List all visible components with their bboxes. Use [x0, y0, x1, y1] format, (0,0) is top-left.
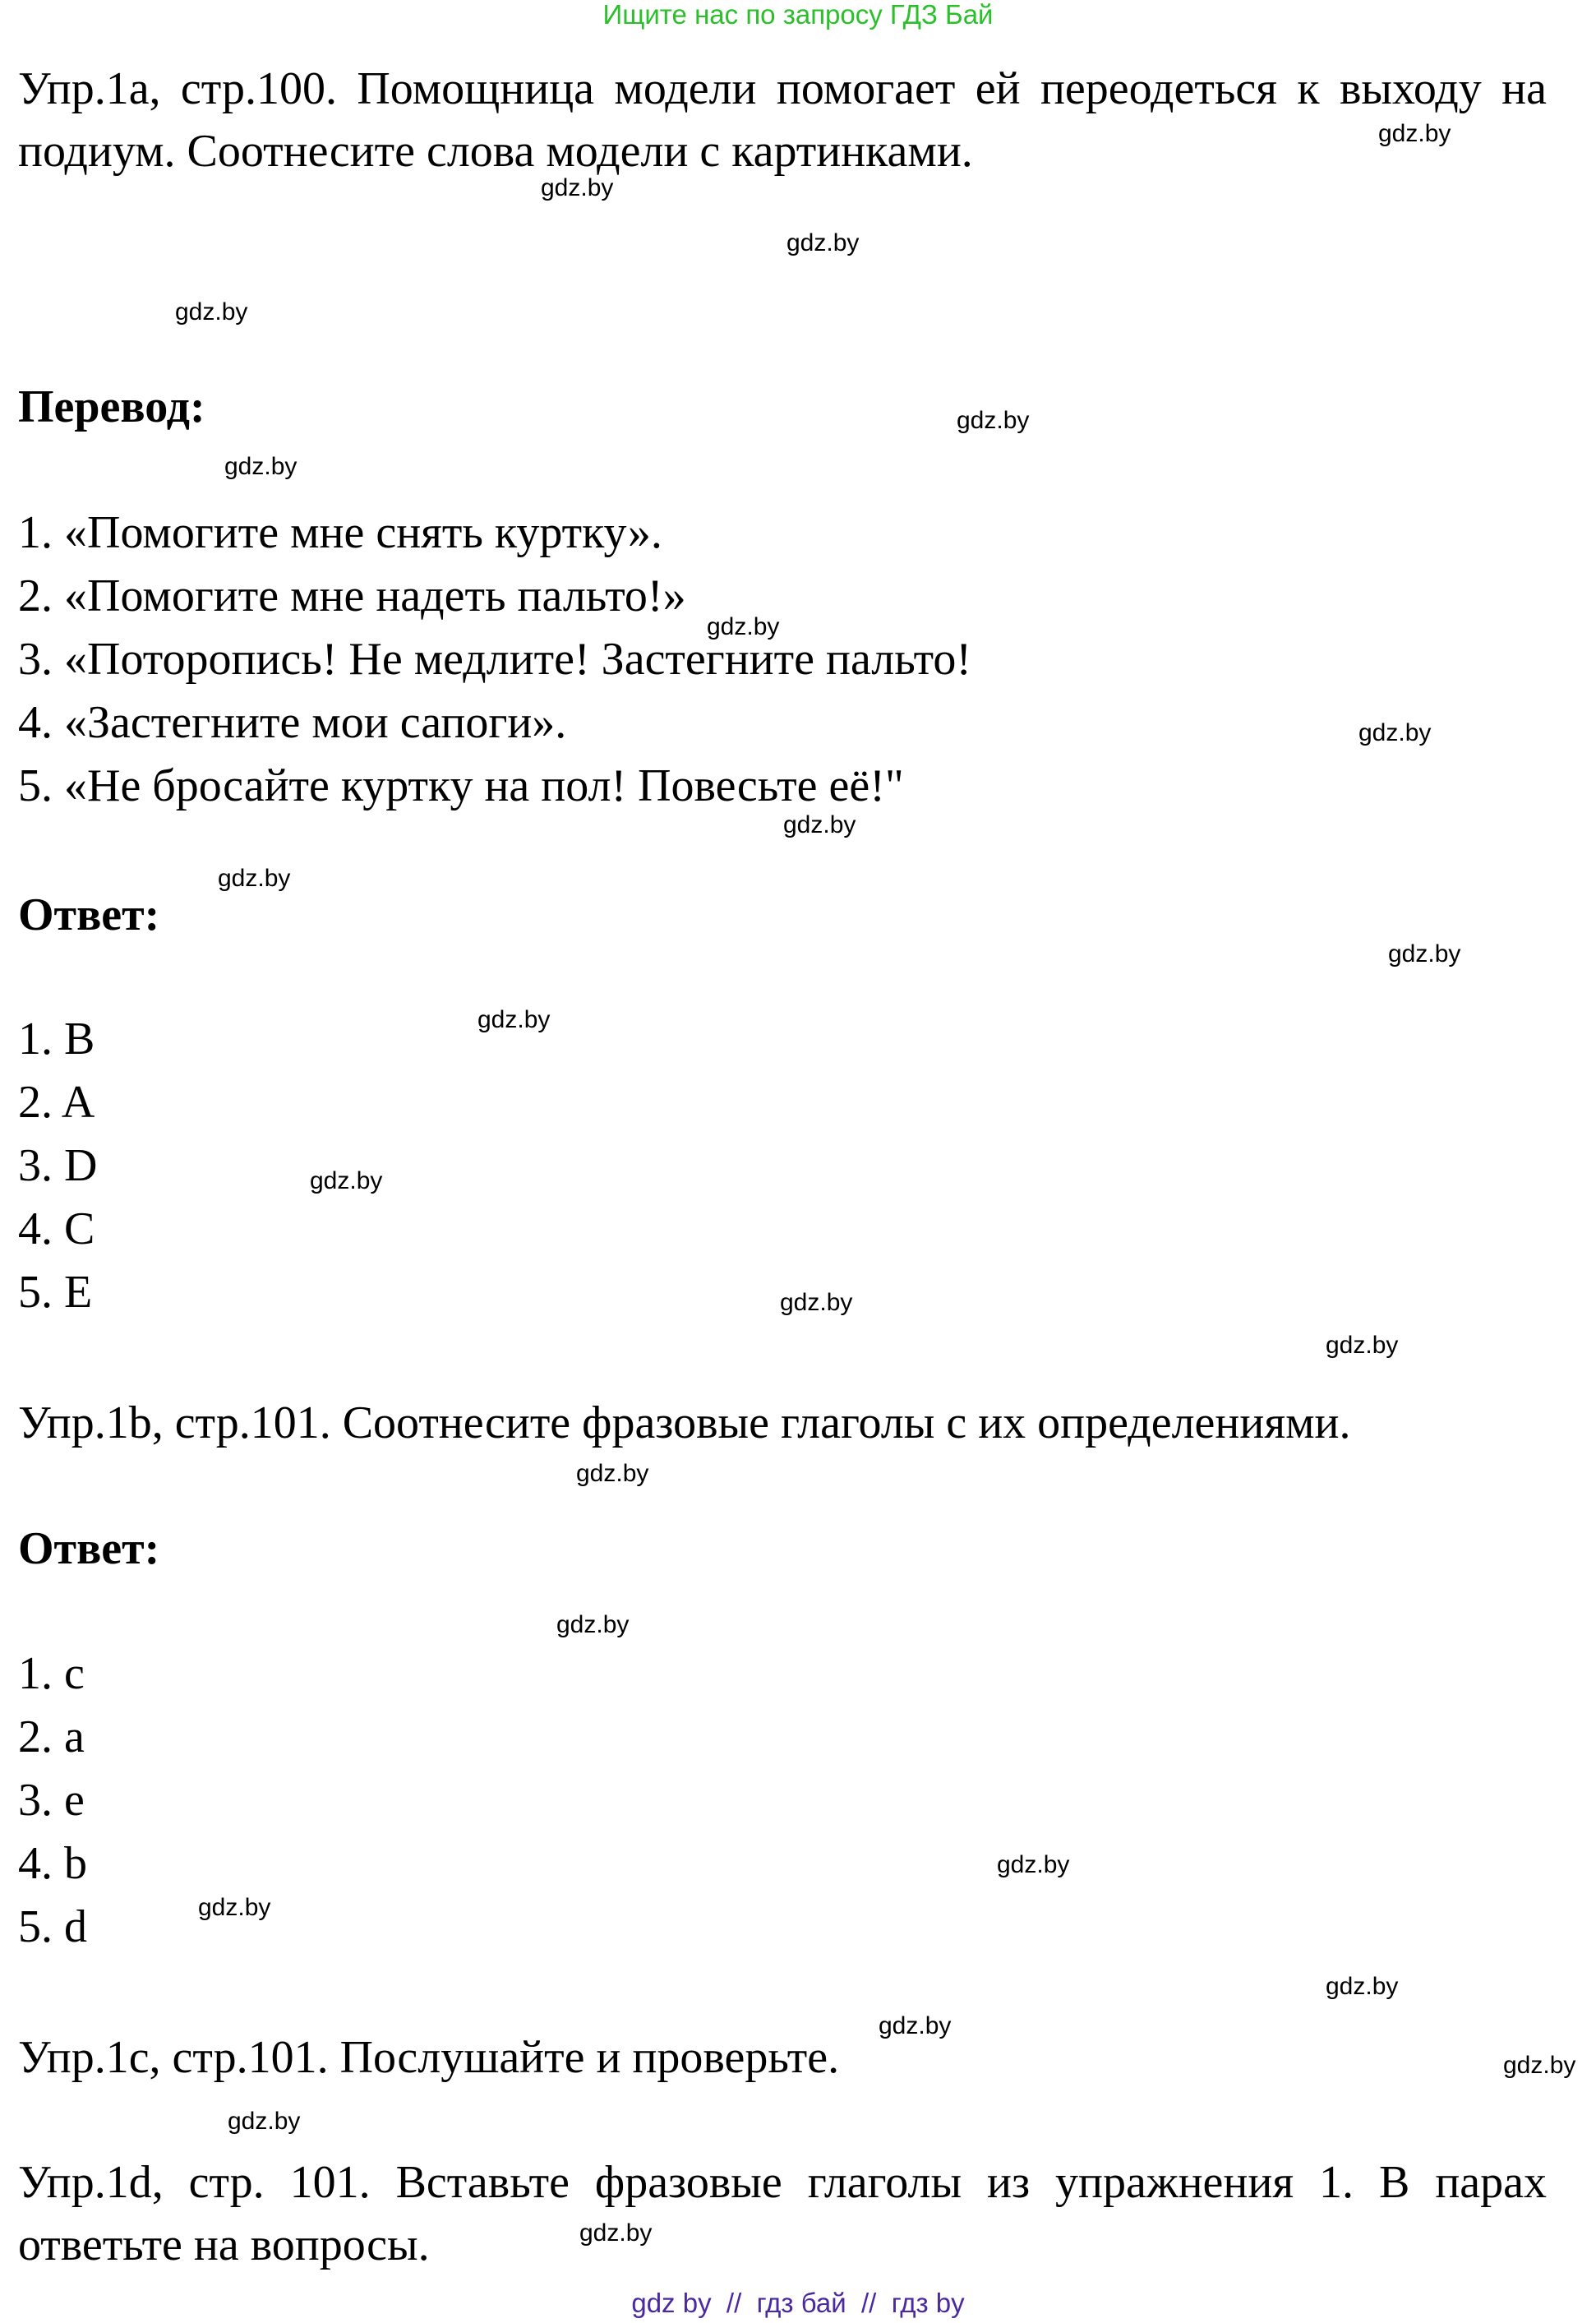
ex1a-answer-5: 5. E	[18, 1267, 93, 1318]
ex1a-title-line1: Упр.1a, стр.100. Помощница модели помогает ей переодеться к выходу на	[18, 63, 1547, 114]
footer-separator: //	[726, 2288, 742, 2318]
ex1b-answer-4: 4. b	[18, 1838, 87, 1889]
ex1a-answer-3: 3. D	[18, 1140, 98, 1191]
footer-links	[0, 2288, 1596, 2319]
ex1a-translation-item-3: 3. «Поторопись! Не медлите! Застегните пальто!	[18, 634, 972, 685]
ex1b-answer-2: 2. a	[18, 1711, 85, 1762]
ex1a-translation-item-1: 1. «Помогите мне снять куртку».	[18, 507, 662, 558]
footer-link-gdz-by[interactable]: gdz by	[631, 2288, 712, 2318]
ex1b-title: Упр.1b, стр.101. Соотнесите фразовые глаголы с их определениями.	[18, 1397, 1351, 1448]
watermark: gdz.by	[879, 2012, 952, 2039]
watermark: gdz.by	[786, 229, 860, 256]
watermark: gdz.by	[1326, 1973, 1399, 2000]
footer-separator: //	[861, 2288, 877, 2318]
watermark: gdz.by	[997, 1851, 1070, 1878]
ex1b-answer-1: 1. c	[18, 1648, 85, 1699]
ex1d-title-line1: Упр.1d, стр. 101. Вставьте фразовые глаголы из упражнения 1. В парах	[18, 2157, 1547, 2208]
watermark: gdz.by	[224, 453, 298, 480]
ex1a-translation-heading: Перевод:	[18, 381, 205, 432]
watermark: gdz.by	[218, 865, 291, 892]
watermark: gdz.by	[576, 1460, 649, 1487]
ex1b-answer-heading: Ответ:	[18, 1523, 160, 1574]
watermark: gdz.by	[707, 613, 780, 640]
ex1a-answer-1: 1. B	[18, 1014, 95, 1065]
watermark: gdz.by	[783, 811, 856, 838]
header-banner[interactable]: Ищите нас по запросу ГДЗ Бай	[602, 0, 994, 30]
watermark: gdz.by	[1358, 719, 1432, 746]
ex1a-title-line2: подиум. Соотнесите слова модели с картинками.	[18, 126, 973, 177]
footer-link-gdz-bai[interactable]: гдз бай	[756, 2288, 846, 2318]
watermark: gdz.by	[175, 298, 248, 326]
watermark: gdz.by	[1326, 1332, 1399, 1359]
ex1d-title-line2: ответьте на вопросы.	[18, 2219, 430, 2270]
watermark: gdz.by	[556, 1611, 630, 1638]
ex1a-translation-item-2: 2. «Помогите мне надеть пальто!»	[18, 570, 686, 621]
ex1a-translation-item-5: 5. «Не бросайте куртку на пол! Повесьте её!"	[18, 760, 904, 811]
watermark: gdz.by	[1388, 940, 1461, 968]
watermark: gdz.by	[477, 1006, 551, 1033]
ex1c-title: Упр.1c, стр.101. Послушайте и проверьте.	[18, 2032, 840, 2083]
footer-link-gdz-by-cyr[interactable]: гдз by	[891, 2288, 965, 2318]
ex1b-answer-5: 5. d	[18, 1901, 87, 1952]
watermark: gdz.by	[1378, 120, 1451, 147]
watermark: gdz.by	[228, 2108, 301, 2135]
ex1a-answer-4: 4. C	[18, 1203, 95, 1254]
watermark: gdz.by	[198, 1894, 271, 1921]
ex1a-answer-2: 2. A	[18, 1077, 95, 1128]
watermark: gdz.by	[310, 1167, 383, 1194]
watermark: gdz.by	[541, 174, 614, 201]
watermark: gdz.by	[957, 407, 1030, 434]
watermark: gdz.by	[780, 1289, 853, 1316]
ex1a-answer-heading: Ответ:	[18, 889, 160, 940]
ex1a-translation-item-4: 4. «Застегните мои сапоги».	[18, 697, 567, 748]
watermark: gdz.by	[579, 2219, 653, 2247]
ex1b-answer-3: 3. e	[18, 1775, 85, 1826]
watermark: gdz.by	[1503, 2052, 1576, 2079]
